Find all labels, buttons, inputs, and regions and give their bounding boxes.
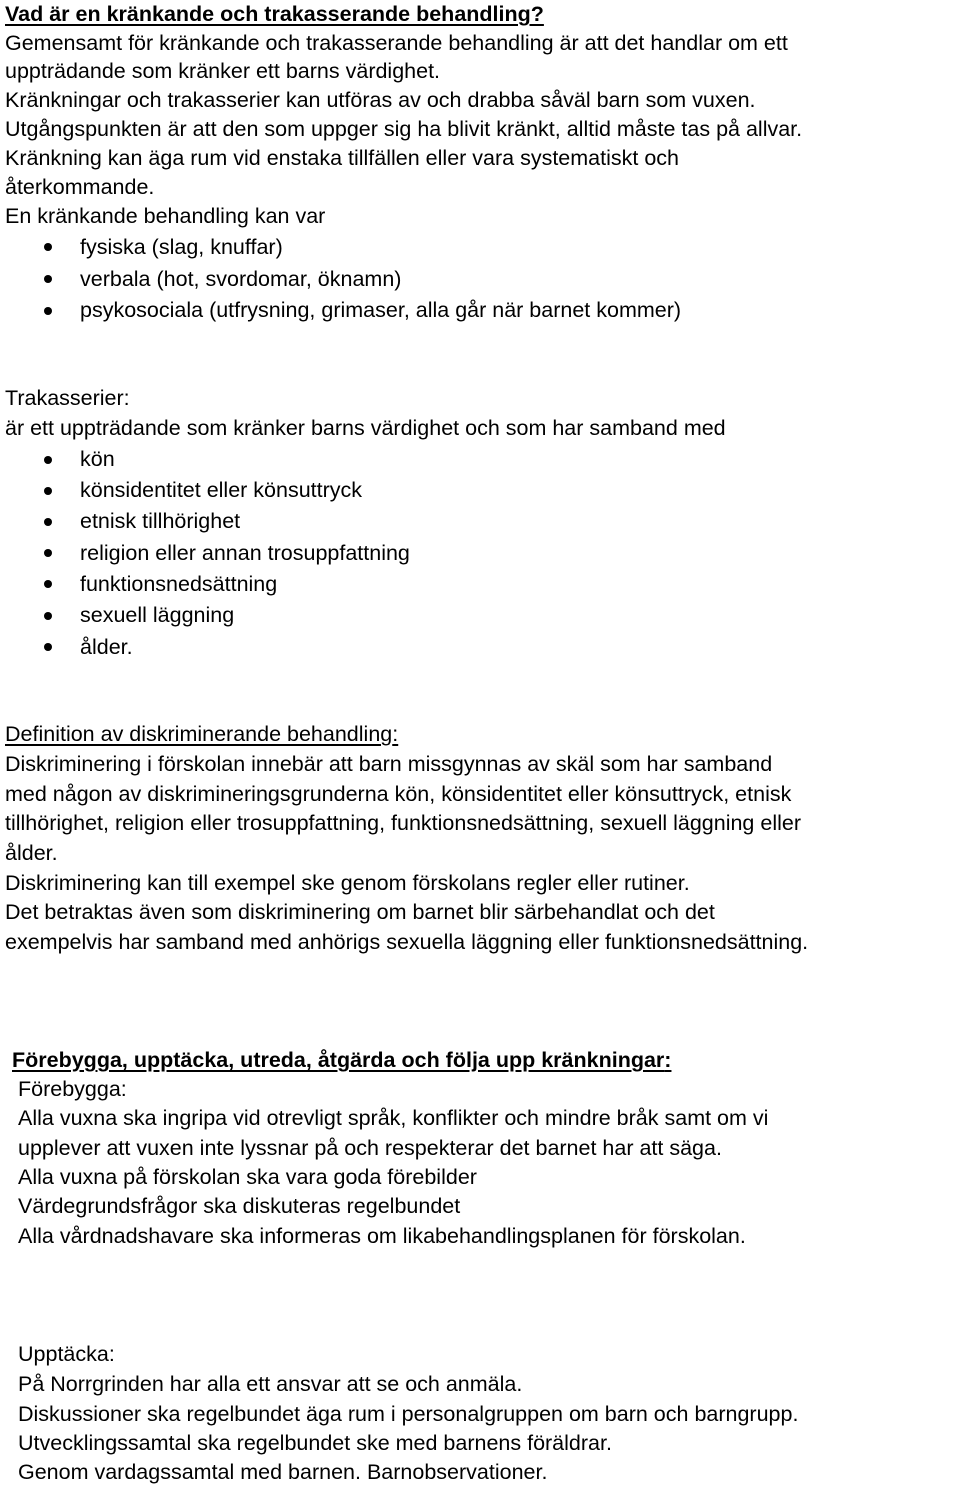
- paragraph-line: med någon av diskrimineringsgrunderna kön, könsidentitet eller könsuttryck, etnisk: [5, 782, 792, 806]
- list-item: religion eller annan trosuppfattning: [80, 541, 410, 565]
- bullet-dot-icon: [44, 275, 52, 283]
- paragraph-line: Utvecklingssamtal ska regelbundet ske med barnens föräldrar.: [18, 1431, 612, 1455]
- list-item: verbala (hot, svordomar, öknamn): [80, 267, 402, 291]
- paragraph-line: Kränkningar och trakasserier kan utföras av och drabba såväl barn som vuxen.: [5, 88, 756, 112]
- heading-krankande: Vad är en kränkande och trakasserande behandling?: [5, 2, 544, 26]
- paragraph-line: Utgångspunkten är att den som uppger sig ha blivit kränkt, alltid måste tas på allvar.: [5, 117, 803, 141]
- paragraph-line: Värdegrundsfrågor ska diskuteras regelbundet: [18, 1194, 461, 1218]
- paragraph-line: Alla vuxna på förskolan ska vara goda förebilder: [18, 1165, 477, 1189]
- heading-forebygga-text: Förebygga, upptäcka, utreda, åtgärda och följa upp kränkningar: [12, 1048, 665, 1072]
- paragraph-line: Kränkning kan äga rum vid enstaka tillfällen eller vara systematiskt och: [5, 146, 679, 170]
- subheading-upptacka: Upptäcka:: [18, 1342, 115, 1366]
- bullet-dot-icon: [44, 243, 52, 251]
- paragraph-line: Alla vuxna ska ingripa vid otrevligt språk, konflikter och mindre bråk samt om vi: [18, 1106, 769, 1130]
- heading-trakasserier: Trakasserier:: [5, 386, 130, 410]
- bullet-dot-icon: [44, 580, 52, 588]
- list-item: sexuell läggning: [80, 603, 235, 627]
- list-item: fysiska (slag, knuffar): [80, 235, 283, 259]
- bullet-dot-icon: [44, 518, 52, 526]
- paragraph-line: Diskriminering kan till exempel ske genom förskolans regler eller rutiner.: [5, 871, 690, 895]
- paragraph-line: Genom vardagssamtal med barnen. Barnobservationer.: [18, 1460, 548, 1484]
- list-item: etnisk tillhörighet: [80, 509, 241, 533]
- bullet-dot-icon: [44, 643, 52, 651]
- list-item: ålder.: [80, 635, 133, 659]
- paragraph-line: En kränkande behandling kan var: [5, 204, 326, 228]
- list-item: kön: [80, 447, 115, 471]
- list-item: psykosociala (utfrysning, grimaser, alla går när barnet kommer): [80, 298, 682, 322]
- paragraph-line: är ett uppträdande som kränker barns värdighet och som har samband med: [5, 416, 726, 440]
- bullet-dot-icon: [44, 549, 52, 557]
- paragraph-line: uppträdande som kränker ett barns värdighet.: [5, 59, 441, 83]
- heading-forebygga: [12, 1050, 671, 1072]
- paragraph-line: Diskriminering i förskolan innebär att barn missgynnas av skäl som har samband: [5, 752, 773, 776]
- paragraph-line: återkommande.: [5, 175, 155, 199]
- paragraph-line: Diskussioner ska regelbundet äga rum i personalgruppen om barn och barngrupp.: [18, 1402, 799, 1426]
- paragraph-line: Alla vårdnadshavare ska informeras om likabehandlingsplanen för förskolan.: [18, 1224, 746, 1248]
- list-item: könsidentitet eller könsuttryck: [80, 478, 363, 502]
- heading-diskriminering: [5, 724, 398, 746]
- bullet-dot-icon: [44, 456, 52, 464]
- paragraph-line: exempelvis har samband med anhörigs sexuella läggning eller funktionsnedsättning.: [5, 930, 809, 954]
- heading-colon: :: [392, 722, 399, 746]
- paragraph-line: På Norrgrinden har alla ett ansvar att se och anmäla.: [18, 1372, 523, 1396]
- bullet-dot-icon: [44, 307, 52, 315]
- paragraph-line: Gemensamt för kränkande och trakasserande behandling är att det handlar om ett: [5, 31, 788, 55]
- paragraph-line: upplever att vuxen inte lyssnar på och respekterar det barnet har att säga.: [18, 1136, 722, 1160]
- list-item: funktionsnedsättning: [80, 572, 278, 596]
- subheading-forebygga: Förebygga:: [18, 1077, 127, 1101]
- paragraph-line: tillhörighet, religion eller trosuppfattning, funktionsnedsättning, sexuell läggning eller: [5, 811, 801, 835]
- bullet-dot-icon: [44, 487, 52, 495]
- heading-diskriminering-text: Definition av diskriminerande behandling: [5, 722, 393, 746]
- paragraph-line: ålder.: [5, 841, 58, 865]
- paragraph-line: Det betraktas även som diskriminering om barnet blir särbehandlat och det: [5, 900, 715, 924]
- bullet-dot-icon: [44, 612, 52, 620]
- heading-colon: :: [664, 1048, 672, 1072]
